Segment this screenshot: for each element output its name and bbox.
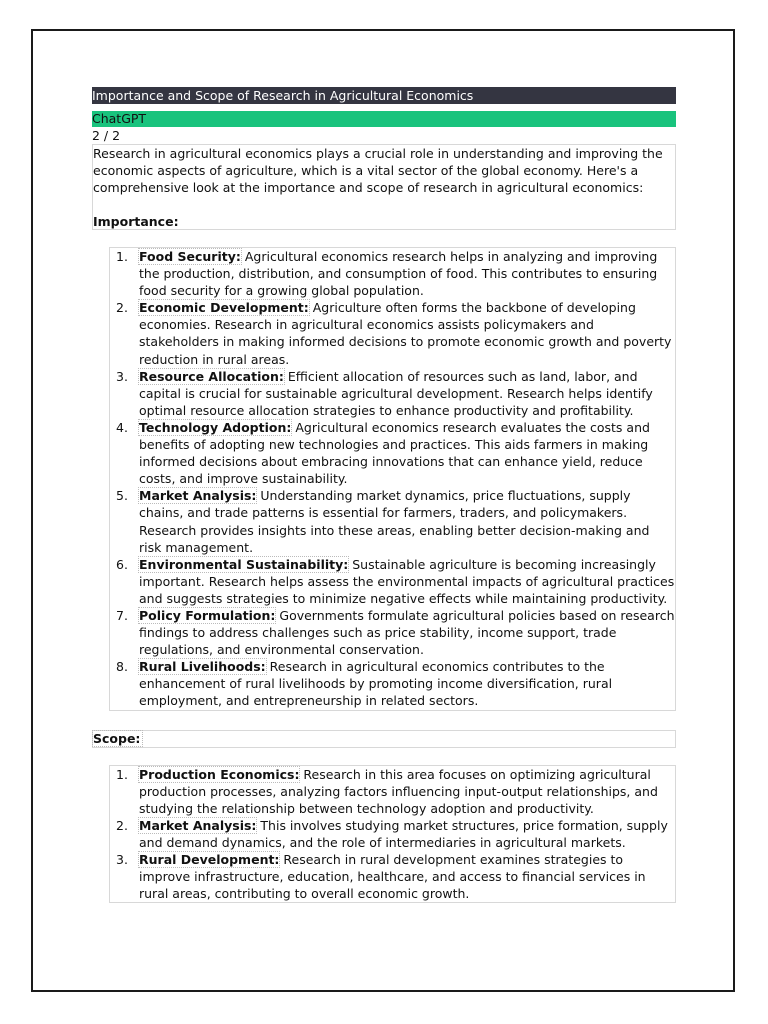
list-item-text: Research in agricultural economics contributes to the enhancement of rural livelihoods by promoting income diversification, rural employment, and entrepreneurship in related sectors.	[139, 659, 613, 709]
list-item-number: 4.	[116, 419, 128, 435]
list-item	[110, 851, 675, 902]
list-item	[110, 556, 675, 607]
scope-heading-box	[92, 730, 676, 748]
list-item-term: Policy Formulation:	[139, 607, 276, 623]
importance-ordered-list	[110, 248, 675, 710]
list-item	[110, 607, 675, 658]
list-item-text: This involves studying market structures, price formation, supply and demand dynamics, and the role of intermediaries in agricultural markets.	[139, 817, 668, 850]
list-item-term: Production Economics:	[139, 766, 300, 782]
scope-ordered-list	[110, 766, 675, 903]
list-item-text: Sustainable agriculture is becoming increasingly important. Research helps assess the environmental impacts of agricultural practices and suggests strategies to minimize negative effects while maintaining productivity.	[139, 556, 675, 606]
intro-block	[92, 144, 676, 230]
speaker-label: ChatGPT	[92, 111, 676, 127]
list-item-term: Rural Development:	[139, 852, 280, 867]
list-item-term: Market Analysis:	[139, 488, 257, 504]
list-item-text: Research in this area focuses on optimizing agricultural production processes, analyzing factors influencing input-output relationships, and studying the relationship between technology adoption and productivity.	[139, 766, 658, 816]
list-item	[110, 817, 675, 851]
scope-heading: Scope:	[93, 730, 141, 746]
list-item-term: Rural Livelihoods:	[139, 659, 266, 675]
list-item-number: 7.	[116, 607, 128, 623]
list-item-number: 8.	[116, 659, 128, 675]
intro-paragraph: Research in agricultural economics plays a crucial role in understanding and improving the economic aspects of agriculture, which is a vital sector of the global economy. Here's a comprehensive look at the importance and scope of research in agricultural economics:	[93, 146, 663, 196]
scope-list	[109, 765, 676, 904]
list-item	[110, 299, 675, 367]
importance-list	[109, 247, 676, 711]
list-item	[110, 248, 675, 299]
list-item-text: Agricultural economics research helps in analyzing and improving the production, distribution, and consumption of food. This contributes to ensuring food security for a growing global population.	[139, 249, 658, 299]
list-item-term: Resource Allocation:	[139, 368, 284, 384]
list-item-text: Agriculture often forms the backbone of developing economies. Research in agricultural economics assists policymakers and stakeholders in making informed decisions to promote economic growth and poverty reduction in rural areas.	[139, 300, 672, 367]
list-item-text: Efficient allocation of resources such as land, labor, and capital is crucial for sustainable agricultural development. Research helps identify optimal resource allocation strategies to enhance productivity and profitability.	[139, 368, 653, 418]
list-item-number: 2.	[116, 300, 128, 316]
list-item	[110, 658, 675, 709]
list-item	[110, 419, 675, 487]
list-item-term: Economic Development:	[139, 300, 309, 316]
list-item-text: Agricultural economics research evaluates the costs and benefits of adopting new technologies and practices. This aids farmers in making informed decisions about embracing innovations that can enhance yield, reduce costs, and improve sustainability.	[139, 419, 650, 487]
list-item-number: 5.	[116, 488, 128, 504]
list-item-number: 6.	[116, 556, 128, 572]
document-title: Importance and Scope of Research in Agricultural Economics	[92, 87, 676, 104]
list-item-number: 1.	[116, 249, 128, 264]
list-item-text: Governments formulate agricultural policies based on research findings to address challenges such as price stability, income support, trade regulations, and environmental conservation.	[139, 607, 675, 658]
list-item-number: 3.	[116, 852, 128, 867]
list-item-term: Environmental Sustainability:	[139, 556, 349, 572]
page-counter: 2 / 2	[92, 128, 121, 143]
list-item-term: Market Analysis:	[139, 817, 257, 833]
list-item-number: 2.	[116, 817, 128, 833]
list-item-number: 1.	[116, 766, 128, 782]
list-item-number: 3.	[116, 368, 128, 384]
list-item	[110, 368, 675, 419]
list-item-text: Research in rural development examines strategies to improve infrastructure, education, healthcare, and access to financial services in rural areas, contributing to overall economic growth.	[139, 852, 646, 902]
document-content	[92, 87, 676, 903]
importance-heading: Importance:	[93, 214, 179, 230]
list-item	[110, 487, 675, 555]
list-item	[110, 766, 675, 817]
list-item-term: Food Security:	[139, 249, 241, 264]
list-item-text: Understanding market dynamics, price fluctuations, supply chains, and trade patterns is essential for farmers, traders, and policymakers. Research provides insights into these areas, enabling better decision-making and risk management.	[139, 488, 650, 555]
list-item-term: Technology Adoption:	[139, 419, 292, 435]
